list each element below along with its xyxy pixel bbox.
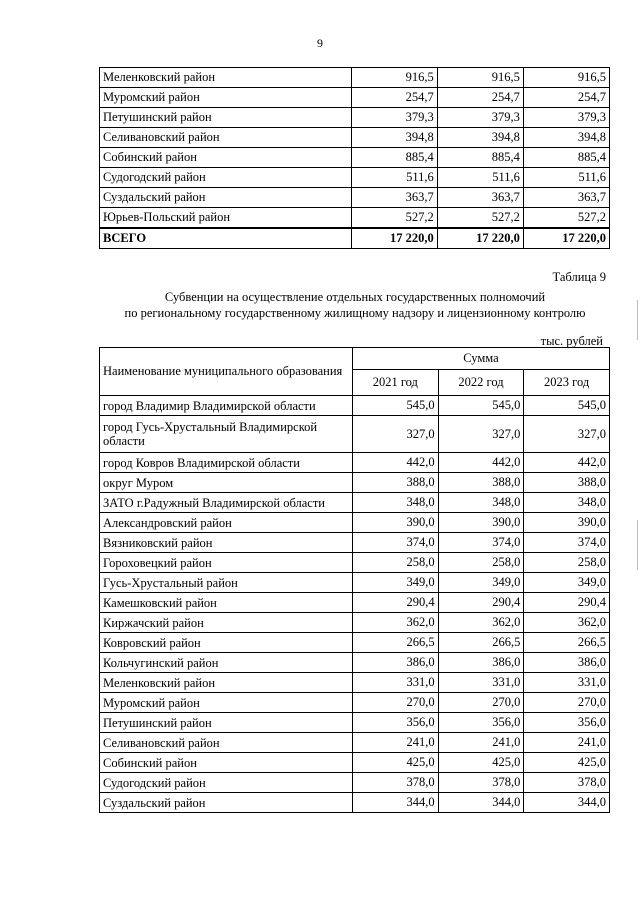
row-value-2022: 374,0 (438, 533, 524, 553)
header-name: Наименование муниципального образования (100, 348, 353, 396)
scan-mark (637, 300, 638, 340)
row-value-2022: 356,0 (438, 713, 524, 733)
row-value-2022: 378,0 (438, 773, 524, 793)
row-name: Судогодский район (100, 773, 353, 793)
table-row (100, 693, 610, 713)
row-value-2023: 241,0 (524, 733, 610, 753)
header-year-2023: 2023 год (524, 370, 610, 396)
header-year-2022: 2022 год (438, 370, 524, 396)
row-value-2022: 290,4 (438, 593, 524, 613)
row-value-2023: 344,0 (524, 793, 610, 813)
row-value-2021: 254,7 (351, 88, 437, 108)
row-value-2021: 348,0 (352, 493, 438, 513)
row-name: Судогодский район (100, 168, 352, 188)
row-value-2021: 344,0 (352, 793, 438, 813)
row-value-2023: 390,0 (524, 513, 610, 533)
table-row (100, 396, 610, 416)
row-name: город Владимир Владимирской области (100, 396, 353, 416)
table-row (100, 713, 610, 733)
row-value-2021: 527,2 (351, 208, 437, 229)
row-value-2023: 442,0 (524, 453, 610, 473)
table-row (100, 416, 610, 453)
row-value-2021: 378,0 (352, 773, 438, 793)
row-name: Муромский район (100, 693, 353, 713)
total-label: ВСЕГО (100, 228, 352, 249)
row-value-2022: 258,0 (438, 553, 524, 573)
row-value-2021: 374,0 (352, 533, 438, 553)
row-value-2021: 916,5 (351, 68, 437, 88)
row-value-2021: 388,0 (352, 473, 438, 493)
row-value-2023: 379,3 (523, 108, 609, 128)
table-row (100, 168, 610, 188)
table-row (100, 793, 610, 813)
table-row (100, 453, 610, 473)
row-value-2021: 394,8 (351, 128, 437, 148)
row-value-2023: 348,0 (524, 493, 610, 513)
header-sum: Сумма (352, 348, 609, 370)
header-row (100, 348, 610, 370)
table-row (100, 88, 610, 108)
row-value-2023: 290,4 (524, 593, 610, 613)
row-value-2021: 266,5 (352, 633, 438, 653)
table-continuation (99, 67, 610, 249)
total-2022: 17 220,0 (437, 228, 523, 249)
row-value-2021: 386,0 (352, 653, 438, 673)
table-row (100, 128, 610, 148)
table-row (100, 753, 610, 773)
table-row (100, 513, 610, 533)
row-value-2021: 425,0 (352, 753, 438, 773)
table-row (100, 573, 610, 593)
table-row (100, 773, 610, 793)
row-value-2022: 241,0 (438, 733, 524, 753)
row-value-2022: 425,0 (438, 753, 524, 773)
table-row (100, 593, 610, 613)
row-name: Меленковский район (100, 673, 353, 693)
row-name: Селивановский район (100, 128, 352, 148)
caption-line-1: Субвенции на осуществление отдельных государственных полномочий (164, 290, 546, 304)
row-name: Камешковский район (100, 593, 353, 613)
row-value-2021: 356,0 (352, 713, 438, 733)
row-value-2021: 349,0 (352, 573, 438, 593)
row-value-2023: 258,0 (524, 553, 610, 573)
row-value-2023: 363,7 (523, 188, 609, 208)
table-row (100, 673, 610, 693)
row-value-2022: 348,0 (438, 493, 524, 513)
row-name: Петушинский район (100, 108, 352, 128)
row-value-2021: 885,4 (351, 148, 437, 168)
row-value-2022: 527,2 (437, 208, 523, 229)
total-2021: 17 220,0 (351, 228, 437, 249)
row-value-2023: 386,0 (524, 653, 610, 673)
table-row (100, 733, 610, 753)
scan-mark (637, 520, 638, 570)
row-value-2022: 916,5 (437, 68, 523, 88)
row-value-2022: 254,7 (437, 88, 523, 108)
total-row (100, 228, 610, 249)
table-row (100, 633, 610, 653)
row-value-2021: 327,0 (352, 416, 438, 453)
row-name: Гороховецкий район (100, 553, 353, 573)
row-value-2021: 362,0 (352, 613, 438, 633)
table-caption (100, 289, 610, 321)
row-value-2021: 270,0 (352, 693, 438, 713)
row-value-2022: 390,0 (438, 513, 524, 533)
row-value-2023: 374,0 (524, 533, 610, 553)
row-name: Меленковский район (100, 68, 352, 88)
row-name: Селивановский район (100, 733, 353, 753)
row-name: ЗАТО г.Радужный Владимирской области (100, 493, 353, 513)
row-name: Александровский район (100, 513, 353, 533)
table-number: Таблица 9 (552, 270, 606, 284)
row-name: город Гусь-Хрустальный Владимирской области (100, 416, 353, 453)
table-row (100, 188, 610, 208)
row-value-2022: 885,4 (437, 148, 523, 168)
table-row (100, 473, 610, 493)
unit-label: тыс. рублей (540, 334, 603, 348)
row-value-2021: 442,0 (352, 453, 438, 473)
table-row (100, 148, 610, 168)
row-name: Петушинский район (100, 713, 353, 733)
row-value-2022: 386,0 (438, 653, 524, 673)
row-value-2023: 425,0 (524, 753, 610, 773)
row-value-2022: 388,0 (438, 473, 524, 493)
row-value-2022: 442,0 (438, 453, 524, 473)
row-value-2023: 545,0 (524, 396, 610, 416)
header-year-2021: 2021 год (352, 370, 438, 396)
row-value-2022: 394,8 (437, 128, 523, 148)
row-value-2022: 511,6 (437, 168, 523, 188)
row-value-2023: 511,6 (523, 168, 609, 188)
table-body (100, 68, 610, 229)
table-row (100, 208, 610, 229)
row-value-2021: 258,0 (352, 553, 438, 573)
row-value-2023: 916,5 (523, 68, 609, 88)
table-row (100, 108, 610, 128)
table-body (100, 396, 610, 813)
row-value-2023: 394,8 (523, 128, 609, 148)
row-value-2023: 362,0 (524, 613, 610, 633)
table-row (100, 493, 610, 513)
row-name: Ковровский район (100, 633, 353, 653)
row-value-2022: 362,0 (438, 613, 524, 633)
row-value-2022: 270,0 (438, 693, 524, 713)
row-value-2023: 885,4 (523, 148, 609, 168)
row-name: Суздальский район (100, 793, 353, 813)
row-name: Собинский район (100, 753, 353, 773)
row-value-2022: 363,7 (437, 188, 523, 208)
row-name: Юрьев-Польский район (100, 208, 352, 229)
row-value-2023: 331,0 (524, 673, 610, 693)
row-value-2021: 290,4 (352, 593, 438, 613)
row-value-2023: 378,0 (524, 773, 610, 793)
row-value-2021: 390,0 (352, 513, 438, 533)
row-value-2021: 379,3 (351, 108, 437, 128)
row-value-2022: 327,0 (438, 416, 524, 453)
row-value-2022: 349,0 (438, 573, 524, 593)
row-value-2021: 545,0 (352, 396, 438, 416)
row-value-2021: 363,7 (351, 188, 437, 208)
row-value-2023: 327,0 (524, 416, 610, 453)
row-value-2021: 331,0 (352, 673, 438, 693)
row-name: Суздальский район (100, 188, 352, 208)
row-name: Вязниковский район (100, 533, 353, 553)
total-2023: 17 220,0 (523, 228, 609, 249)
row-value-2021: 241,0 (352, 733, 438, 753)
row-value-2022: 266,5 (438, 633, 524, 653)
row-value-2023: 254,7 (523, 88, 609, 108)
row-name: Гусь-Хрустальный район (100, 573, 353, 593)
row-value-2023: 266,5 (524, 633, 610, 653)
caption-line-2: по региональному государственному жилищному надзору и лицензионному контролю (124, 306, 586, 320)
row-value-2023: 270,0 (524, 693, 610, 713)
table-row (100, 653, 610, 673)
row-value-2022: 379,3 (437, 108, 523, 128)
row-name: Кольчугинский район (100, 653, 353, 673)
table-9 (99, 347, 610, 813)
row-value-2021: 511,6 (351, 168, 437, 188)
row-value-2023: 349,0 (524, 573, 610, 593)
row-value-2022: 344,0 (438, 793, 524, 813)
row-name: город Ковров Владимирской области (100, 453, 353, 473)
row-name: Собинский район (100, 148, 352, 168)
row-value-2023: 527,2 (523, 208, 609, 229)
table-row (100, 68, 610, 88)
row-name: Муромский район (100, 88, 352, 108)
table-row (100, 553, 610, 573)
row-name: округ Муром (100, 473, 353, 493)
table-header (100, 348, 610, 396)
row-value-2022: 545,0 (438, 396, 524, 416)
row-name: Киржачский район (100, 613, 353, 633)
page-number: 9 (317, 36, 323, 50)
row-value-2022: 331,0 (438, 673, 524, 693)
table-row (100, 533, 610, 553)
table-row (100, 613, 610, 633)
table-total (100, 228, 610, 249)
row-value-2023: 388,0 (524, 473, 610, 493)
row-value-2023: 356,0 (524, 713, 610, 733)
